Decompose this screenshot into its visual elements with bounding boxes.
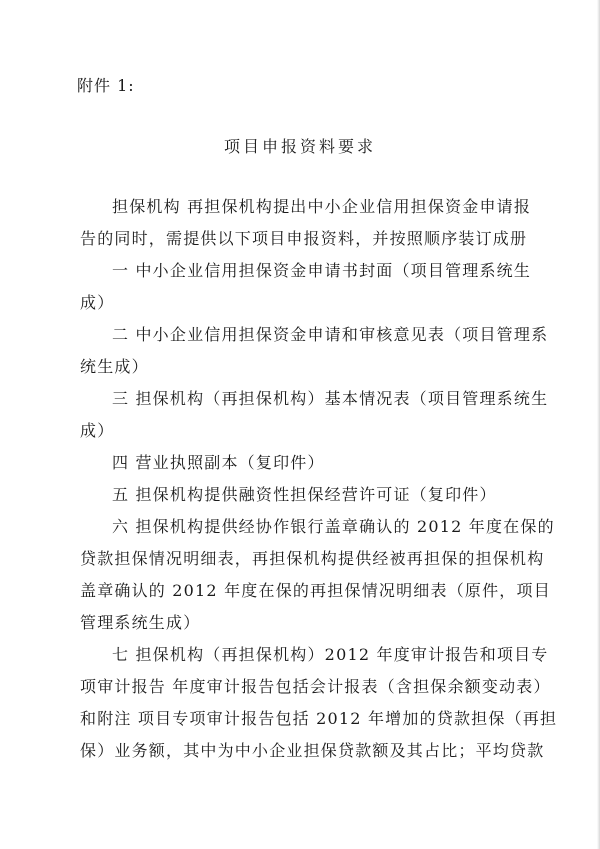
list-item-line: 四 营业执照副本（复印件） bbox=[112, 453, 325, 472]
list-item-line: 成） bbox=[80, 293, 115, 312]
list-item-line: 六 担保机构提供经协作银行盖章确认的 2012 年度在保的 bbox=[112, 517, 555, 536]
list-item-line: 五 担保机构提供融资性担保经营许可证（复印件） bbox=[112, 485, 497, 504]
list-item-line: 管理系统生成） bbox=[80, 613, 201, 632]
attachment-label: 附件 1: bbox=[77, 76, 135, 95]
document-title: 项目申报资料要求 bbox=[223, 137, 376, 156]
list-item-line: 贷款担保情况明细表，再担保机构提供经被再担保的担保机构 bbox=[80, 549, 545, 568]
list-item-line: 项审计报告 年度审计报告包括会计报表（含担保余额变动表） bbox=[80, 677, 551, 696]
list-item-line: 保）业务额，其中为中小企业担保贷款额及其占比；平均贷款 bbox=[80, 741, 545, 760]
list-item-line: 一 中小企业信用担保资金申请书封面（项目管理系统生 bbox=[112, 261, 532, 280]
list-item-line: 盖章确认的 2012 年度在保的再担保情况明细表（原件，项目 bbox=[80, 581, 551, 600]
list-item-line: 统生成） bbox=[80, 357, 149, 376]
list-item-line: 和附注 项目专项审计报告包括 2012 年增加的贷款担保（再担 bbox=[80, 709, 558, 728]
list-item-line: 二 中小企业信用担保资金申请和审核意见表（项目管理系 bbox=[112, 325, 549, 344]
list-item-line: 三 担保机构（再担保机构）基本情况表（项目管理系统生 bbox=[112, 389, 549, 408]
paragraph-line: 告的同时，需提供以下项目申报资料，并按照顺序装订成册 bbox=[80, 229, 528, 248]
paragraph-line: 担保机构 再担保机构提出中小企业信用担保资金申请报 bbox=[112, 197, 532, 216]
document-body bbox=[80, 191, 558, 767]
list-item-line: 七 担保机构（再担保机构）2012 年度审计报告和项目专 bbox=[112, 645, 549, 664]
list-item-line: 成） bbox=[80, 421, 115, 440]
